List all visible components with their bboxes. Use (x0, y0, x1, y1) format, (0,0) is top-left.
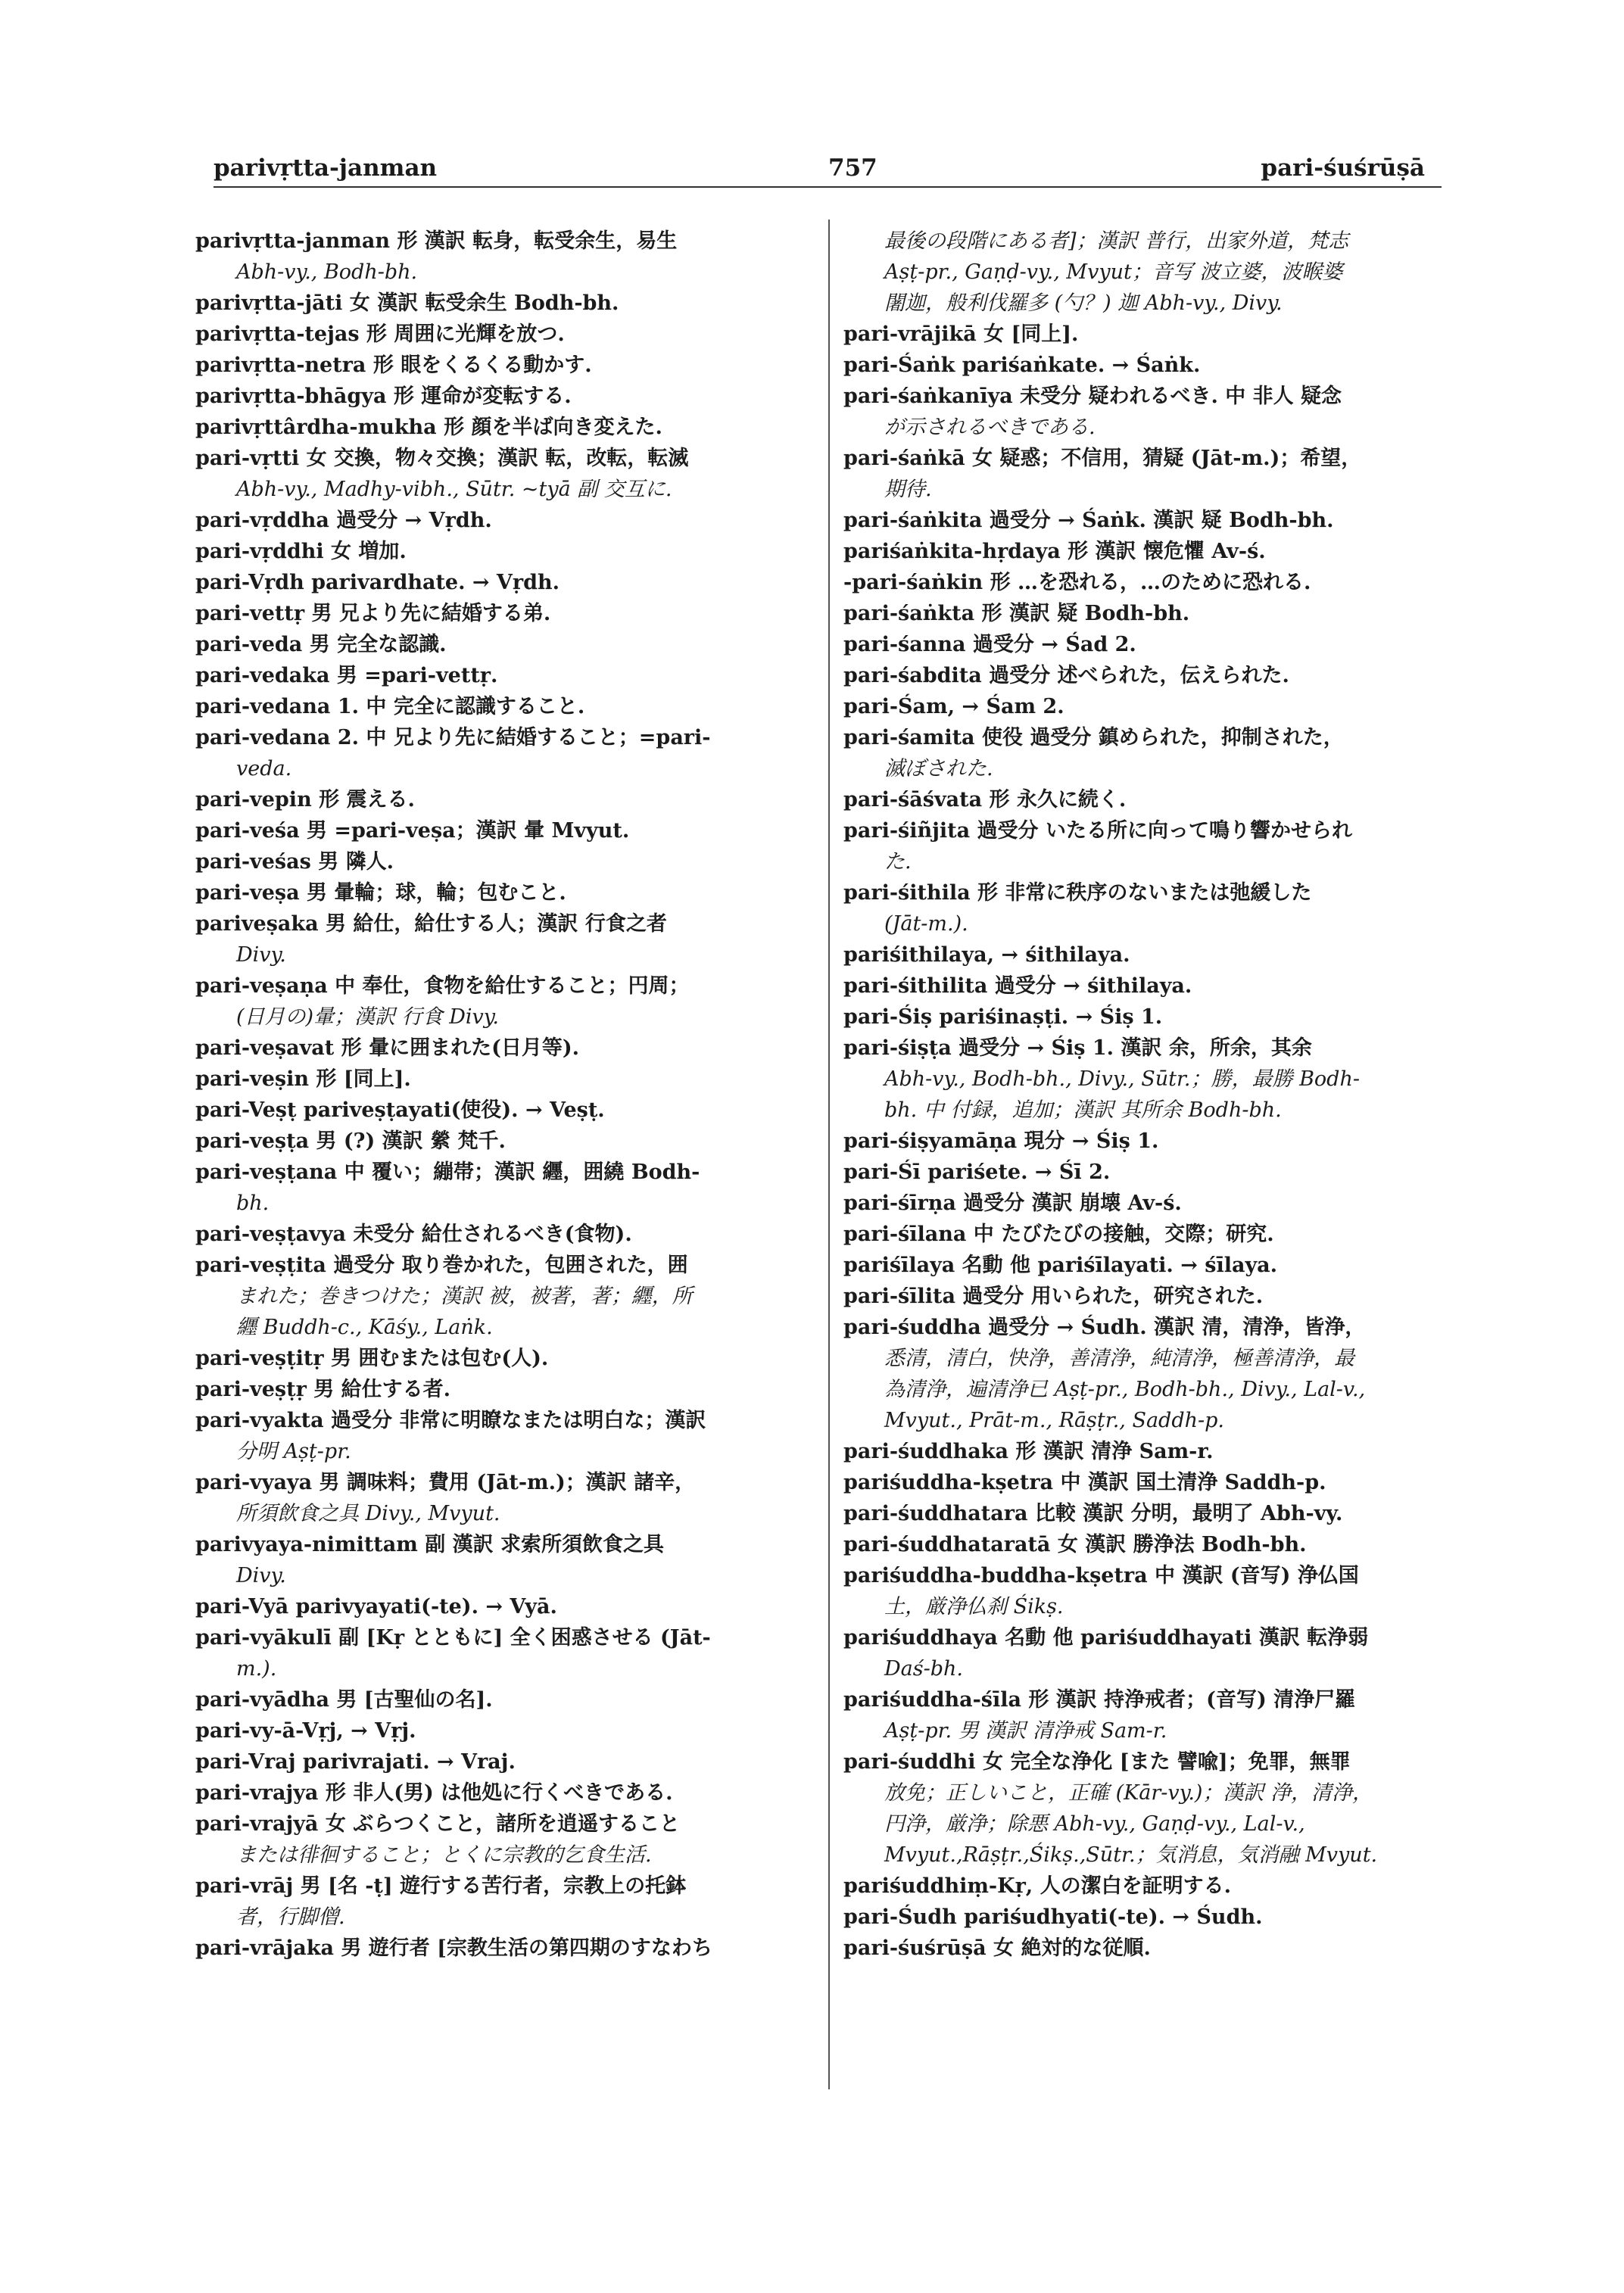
dictionary-line: pari-vṛtti 女 交換，物々交換；漢訳 転，改転，転滅 (195, 447, 689, 470)
dictionary-line: pari-śīlana 中 たびたびの接触，交際；研究. (843, 1223, 1274, 1246)
dictionary-line: 滅ぼされた. (884, 757, 993, 780)
dictionary-line: Aṣṭ-pr., Gaṇḍ-vy., Mvyut；音写 波立婆，波睺婆 (884, 260, 1343, 284)
dictionary-line: まれた；巻きつけた；漢訳 被，被著，著；纒，所 (236, 1285, 693, 1308)
dictionary-line: pari-Vraj parivrajati. → Vraj. (195, 1750, 516, 1774)
dictionary-line: 期待. (884, 478, 932, 501)
dictionary-line: pari-śanna 過受分 → Śad 2. (843, 633, 1136, 656)
dictionary-line: pari-Śī pariśete. → Śī 2. (843, 1161, 1111, 1184)
dictionary-line: pari-vyākulī 副 [Kṛ とともに] 全く困惑させる (Jāt- (195, 1626, 711, 1650)
dictionary-line: pari-vy-ā-Vṛj, → Vṛj. (195, 1719, 416, 1743)
dictionary-line: pariveṣaka 男 給仕，給仕する人；漢訳 行食之者 (195, 912, 667, 936)
dictionary-line: bh. 中 付録，追加；漢訳 其所余 Bodh-bh. (884, 1098, 1282, 1122)
dictionary-line: pariśuddha-buddha-kṣetra 中 漢訳 (音写) 浄仏国 (843, 1564, 1359, 1587)
dictionary-line: 分明 Aṣṭ-pr. (236, 1440, 351, 1463)
dictionary-line: 為清浄，遍清浄已 Aṣṭ-pr., Bodh-bh., Divy., Lal-v., (884, 1378, 1366, 1401)
dictionary-line: または徘徊すること；とくに宗教的乞食生活. (236, 1843, 652, 1867)
dictionary-line: Mvyut.,Rāṣṭr.,Śikṣ.,Sūtr.；気消息，気消融 Mvyut. (884, 1843, 1378, 1867)
dictionary-line: pari-śabdita 過受分 述べられた，伝えられた. (843, 664, 1289, 687)
header-rule (214, 186, 1442, 188)
dictionary-line: pari-veṣṭavya 未受分 給仕されるべき(食物). (195, 1223, 632, 1246)
dictionary-line: pariśithilaya, → śithilaya. (843, 943, 1130, 967)
dictionary-line: pari-vrajya 形 非人(男) は他処に行くべきである. (195, 1781, 673, 1805)
dictionary-line: pariśuddha-kṣetra 中 漢訳 国土清浄 Saddh-p. (843, 1471, 1326, 1494)
dictionary-line: pari-śīlita 過受分 用いられた，研究された. (843, 1285, 1264, 1308)
dictionary-line: pari-śāśvata 形 永久に続く. (843, 788, 1127, 812)
dictionary-line: parivyaya-nimittam 副 漢訳 求索所須飲食之具 (195, 1533, 665, 1556)
dictionary-line: 纒 Buddh-c., Kāśy., Laṅk. (236, 1316, 493, 1339)
dictionary-line: pari-veṣṭana 中 覆い；繃帯；漢訳 纒，囲繞 Bodh- (195, 1161, 700, 1184)
dictionary-line: (日月の)暈；漢訳 行食 Divy. (236, 1005, 500, 1029)
dictionary-line: Abh-vy., Bodh-bh. (236, 260, 418, 284)
dictionary-line: pariśīlaya 名動 他 pariśīlayati. → śīlaya. (843, 1254, 1278, 1277)
dictionary-line: parivṛtta-jāti 女 漢訳 転受余生 Bodh-bh. (195, 291, 619, 315)
column-divider (828, 220, 830, 2089)
dictionary-line: pari-vepin 形 震える. (195, 788, 415, 812)
dictionary-line: pari-śuśrūṣā 女 絶対的な従順. (843, 1936, 1151, 1960)
dictionary-line: pari-vyādha 男 [古聖仙の名]. (195, 1688, 493, 1712)
dictionary-line: pari-veṣin 形 [同上]. (195, 1067, 411, 1091)
dictionary-line: pari-śiṣyamāṇa 現分 → Śiṣ 1. (843, 1129, 1159, 1153)
dictionary-line: 土，厳浄仏刹 Śikṣ. (884, 1595, 1064, 1618)
dictionary-line: pari-Śam, → Śam 2. (843, 695, 1064, 718)
dictionary-line: pari-veṣaṇa 中 奉仕，食物を給仕すること；円周； (195, 974, 690, 998)
dictionary-line: pari-vrajyā 女 ぶらつくこと，諸所を逍遥すること (195, 1812, 680, 1836)
dictionary-line: m.). (236, 1657, 277, 1681)
right-guide-word: pari-śuśrūṣā (1261, 154, 1425, 182)
dictionary-line: (Jāt-m.). (884, 912, 968, 936)
dictionary-line: pari-śuddhatara 比較 漢訳 分明，最明了 Abh-vy. (843, 1502, 1343, 1525)
dictionary-line: 放免；正しいこと，正確 (Kār-vy.)；漢訳 浄，清浄， (884, 1781, 1373, 1805)
page-number: 757 (828, 154, 877, 182)
dictionary-line: pari-veṣṭa 男 (?) 漢訳 縈 梵千. (195, 1129, 506, 1153)
dictionary-line: pari-veda 男 完全な認識. (195, 633, 447, 656)
dictionary-line: pari-śuddhaka 形 漢訳 清浄 Sam-r. (843, 1440, 1214, 1463)
dictionary-line: Daś-bh. (884, 1657, 963, 1681)
dictionary-line: bh. (236, 1192, 270, 1215)
dictionary-line: pari-śaṅkanīya 未受分 疑われるべき. 中 非人 疑念 (843, 385, 1342, 408)
dictionary-line: parivṛtta-netra 形 眼をくるくる動かす. (195, 354, 592, 377)
dictionary-line: pari-vyakta 過受分 非常に明瞭なまたは明白な；漢訳 (195, 1409, 706, 1432)
dictionary-line: pari-Vyā parivyayati(-te). → Vyā. (195, 1595, 557, 1618)
dictionary-line: pari-Vṛdh parivardhate. → Vṛdh. (195, 571, 560, 594)
dictionary-line: pari-veṣṭṛ 男 給仕する者. (195, 1378, 451, 1401)
dictionary-line: veda. (236, 757, 292, 780)
dictionary-line: pari-śīrṇa 過受分 漢訳 崩壊 Av-ś. (843, 1192, 1182, 1215)
left-guide-word: parivṛtta-janman (214, 154, 438, 182)
dictionary-line: pari-veṣṭita 過受分 取り巻かれた，包囲された，囲 (195, 1254, 688, 1277)
dictionary-line: pari-veṣa 男 暈輪；球，輪；包むこと. (195, 881, 566, 905)
dictionary-line: pari-śaṅkta 形 漢訳 疑 Bodh-bh. (843, 602, 1190, 625)
dictionary-line: た. (884, 850, 912, 874)
dictionary-line: pari-vrājaka 男 遊行者 [宗教生活の第四期のすなわち (195, 1936, 712, 1960)
dictionary-line: pari-veśa 男 =pari-veṣa；漢訳 暈 Mvyut. (195, 819, 630, 843)
dictionary-line: pari-Veṣṭ pariveṣṭayati(使役). → Veṣṭ. (195, 1098, 605, 1122)
dictionary-line: Divy. (236, 1564, 286, 1587)
dictionary-line: Divy. (236, 943, 286, 967)
dictionary-line: pari-vedana 1. 中 完全に認識すること. (195, 695, 585, 718)
dictionary-line: pari-vrāj 男 [名 -ṭ] 遊行する苦行者，宗教上の托鉢 (195, 1874, 687, 1898)
dictionary-line: pari-Śaṅk pariśaṅkate. → Śaṅk. (843, 354, 1201, 377)
dictionary-line: pari-śiṣṭa 過受分 → Śiṣ 1. 漢訳 余，所余，其余 (843, 1036, 1312, 1060)
dictionary-line: pariśaṅkita-hṛdaya 形 漢訳 懐危懼 Av-ś. (843, 540, 1266, 563)
dictionary-line: pari-śaṅkā 女 疑惑；不信用，猜疑 (Jāt-m.)；希望， (843, 447, 1362, 470)
dictionary-line: pari-veśas 男 隣人. (195, 850, 394, 874)
dictionary-line: pari-śuddhi 女 完全な浄化 [また 譬喩]；免罪，無罪 (843, 1750, 1351, 1774)
dictionary-line: parivṛtta-tejas 形 周囲に光輝を放つ. (195, 322, 565, 346)
dictionary-line: pariśuddhaya 名動 他 pariśuddhayati 漢訳 転浄弱 (843, 1626, 1369, 1650)
dictionary-line: 者，行脚僧. (236, 1905, 345, 1929)
dictionary-line: 円浄，厳浄；除悪 Abh-vy., Gaṇḍ-vy., Lal-v., (884, 1812, 1305, 1836)
dictionary-line: pari-śithilita 過受分 → śithilaya. (843, 974, 1192, 998)
right-column (843, 226, 1449, 1964)
dictionary-line: -pari-śaṅkin 形 …を恐れる，…のために恐れる. (843, 571, 1311, 594)
dictionary-line: が示されるべきである. (884, 416, 1096, 439)
dictionary-line: pariśuddha-śīla 形 漢訳 持浄戒者；(音写) 清浄尸羅 (843, 1688, 1356, 1712)
dictionary-line: parivṛttârdha-mukha 形 顔を半ば向き変えた. (195, 416, 662, 439)
dictionary-line: pari-Śudh pariśudhyati(-te). → Śudh. (843, 1905, 1263, 1929)
dictionary-line: pari-vedana 2. 中 兄より先に結婚すること；=pari- (195, 726, 711, 749)
dictionary-line: 悉清，清白，快浄，善清浄，純清浄，極善清浄，最 (884, 1347, 1354, 1370)
dictionary-line: 所須飲食之具 Divy., Mvyut. (236, 1502, 500, 1525)
dictionary-line: pari-śamita 使役 過受分 鎮められた，抑制された， (843, 726, 1344, 749)
dictionary-line: parivṛtta-janman 形 漢訳 転身，転受余生，易生 (195, 229, 678, 253)
dictionary-line: pariśuddhiṃ-Kṛ, 人の潔白を証明する. (843, 1874, 1231, 1898)
dictionary-line: pari-vyaya 男 調味料；費用 (Jāt-m.)；漢訳 諸辛， (195, 1471, 696, 1494)
dictionary-line: Abh-vy., Madhy-vibh., Sūtr. ~tyā 副 交互に. (236, 478, 672, 501)
dictionary-line: pari-vṛddha 過受分 → Vṛdh. (195, 509, 492, 532)
left-column (195, 226, 801, 1964)
dictionary-line: pari-śuddhataratā 女 漢訳 勝浄法 Bodh-bh. (843, 1533, 1307, 1556)
dictionary-line: pari-veṣṭitṛ 男 囲むまたは包む(人). (195, 1347, 549, 1370)
dictionary-line: pari-śaṅkita 過受分 → Śaṅk. 漢訳 疑 Bodh-bh. (843, 509, 1334, 532)
dictionary-line: pari-vedaka 男 =pari-vettṛ. (195, 664, 498, 687)
dictionary-line: 最後の段階にある者]；漢訳 普行，出家外道，梵志 (884, 229, 1349, 253)
dictionary-line: pari-veṣavat 形 暈に囲まれた(日月等). (195, 1036, 580, 1060)
dictionary-line: pari-vrājikā 女 [同上]. (843, 322, 1079, 346)
dictionary-line: pari-śiñjita 過受分 いたる所に向って鳴り響かせられ (843, 819, 1352, 843)
dictionary-line: pari-śithila 形 非常に秩序のないまたは弛緩した (843, 881, 1312, 905)
dictionary-line: Mvyut., Prāt-m., Rāṣṭr., Saddh-p. (884, 1409, 1224, 1432)
dictionary-line: pari-vettṛ 男 兄より先に結婚する弟. (195, 602, 551, 625)
dictionary-line: pari-Śiṣ pariśinaṣṭi. → Śiṣ 1. (843, 1005, 1163, 1029)
dictionary-line: pari-vṛddhi 女 増加. (195, 540, 407, 563)
page-header (214, 154, 1425, 185)
dictionary-line: pari-śuddha 過受分 → Śudh. 漢訳 清，清浄，皆浄， (843, 1316, 1366, 1339)
dictionary-line: 闍迦，般利伐羅多 (勺？) 迦 Abh-vy., Divy. (884, 291, 1283, 315)
dictionary-line: Aṣṭ-pr. 男 漢訳 清浄戒 Sam-r. (884, 1719, 1167, 1743)
dictionary-line: Abh-vy., Bodh-bh., Divy., Sūtr.；勝，最勝 Bodh- (884, 1067, 1360, 1091)
dictionary-line: parivṛtta-bhāgya 形 運命が変転する. (195, 385, 572, 408)
